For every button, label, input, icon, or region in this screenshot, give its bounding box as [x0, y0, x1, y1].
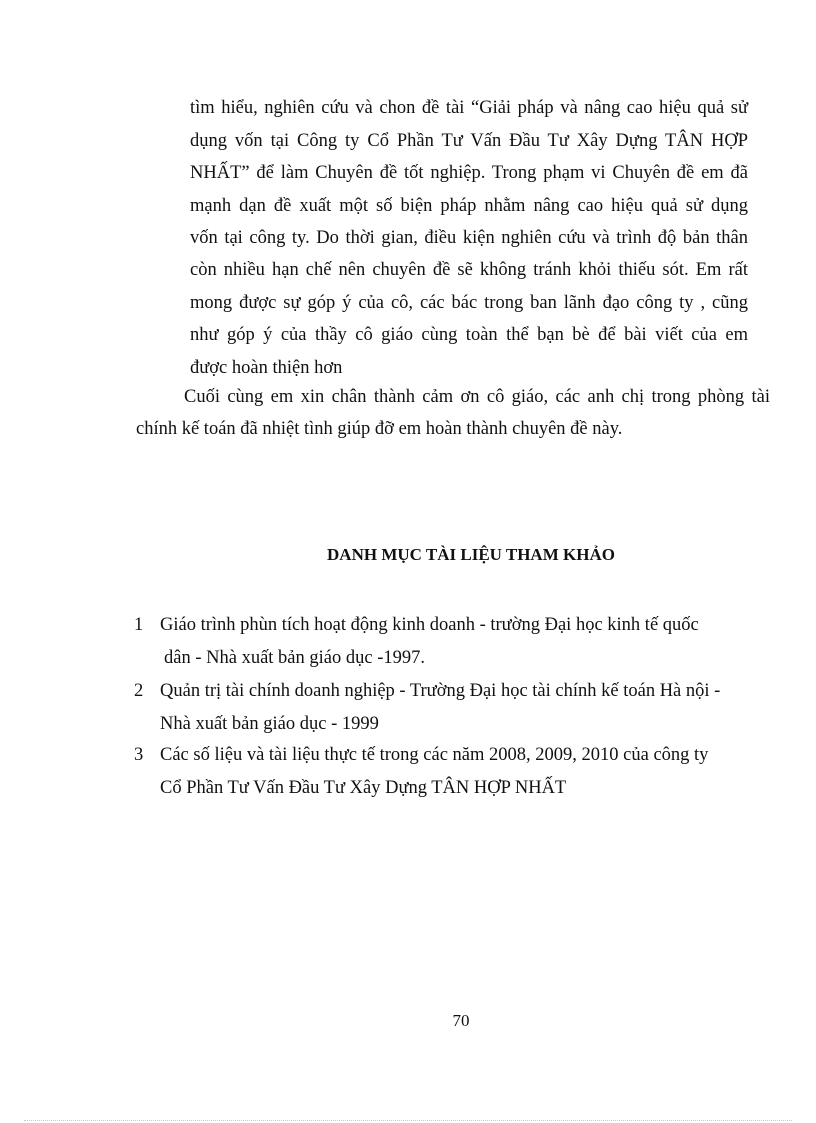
intro-line: mạnh dạn đề xuất một số biện pháp nhằm nâng cao hiệu quả sử dụng: [190, 196, 748, 216]
reference-line: dân - Nhà xuất bản giáo dục -1997.: [164, 648, 425, 668]
intro-line: dụng vốn tại Công ty Cổ Phần Tư Vấn Đầu Tư Xây Dựng TÂN HỢP: [190, 131, 748, 151]
reference-number: 2: [134, 681, 144, 701]
intro-line: vốn tại công ty. Do thời gian, điều kiện nghiên cứu và trình độ bản thân: [190, 228, 748, 248]
intro-line: tìm hiểu, nghiên cứu và chon đề tài “Giải pháp và nâng cao hiệu quả sử: [190, 98, 748, 118]
reference-line: Quản trị tài chính doanh nghiệp - Trường Đại học tài chính kế toán Hà nội -: [160, 681, 721, 701]
references-heading: DANH MỤC TÀI LIỆU THAM KHẢO: [327, 545, 615, 564]
intro-line: còn nhiều hạn chế nên chuyên đề sẽ không tránh khỏi thiếu sót. Em rất: [190, 260, 748, 280]
closing-line: chính kế toán đã nhiệt tình giúp đỡ em hoàn thành chuyên đề này.: [136, 419, 623, 440]
reference-line: Cổ Phần Tư Vấn Đầu Tư Xây Dựng TÂN HỢP NHẤT: [160, 778, 567, 798]
reference-line: Giáo trình phùn tích hoạt động kinh doanh - trường Đại học kinh tế quốc: [160, 615, 699, 635]
intro-line: như góp ý của thầy cô giáo cùng toàn thể bạn bè để bài viết của em: [190, 325, 748, 345]
page-number: 70: [452, 1011, 470, 1030]
intro-line: mong được sự góp ý của cô, các bác trong ban lãnh đạo công ty , cũng: [190, 293, 748, 313]
reference-number: 1: [134, 615, 144, 635]
reference-number: 3: [134, 745, 144, 765]
intro-line: NHẤT” để làm Chuyên đề tốt nghiệp. Trong phạm vi Chuyên đề em đã: [190, 163, 748, 183]
page-bottom-divider: [24, 1120, 792, 1121]
intro-line: được hoàn thiện hơn: [190, 358, 343, 378]
reference-line: Nhà xuất bản giáo dục - 1999: [160, 714, 379, 734]
reference-line: Các số liệu và tài liệu thực tế trong các năm 2008, 2009, 2010 của công ty: [160, 745, 709, 765]
closing-line: Cuối cùng em xin chân thành cảm ơn cô giáo, các anh chị trong phòng tài: [184, 387, 770, 407]
closing-paragraph: [136, 381, 770, 446]
